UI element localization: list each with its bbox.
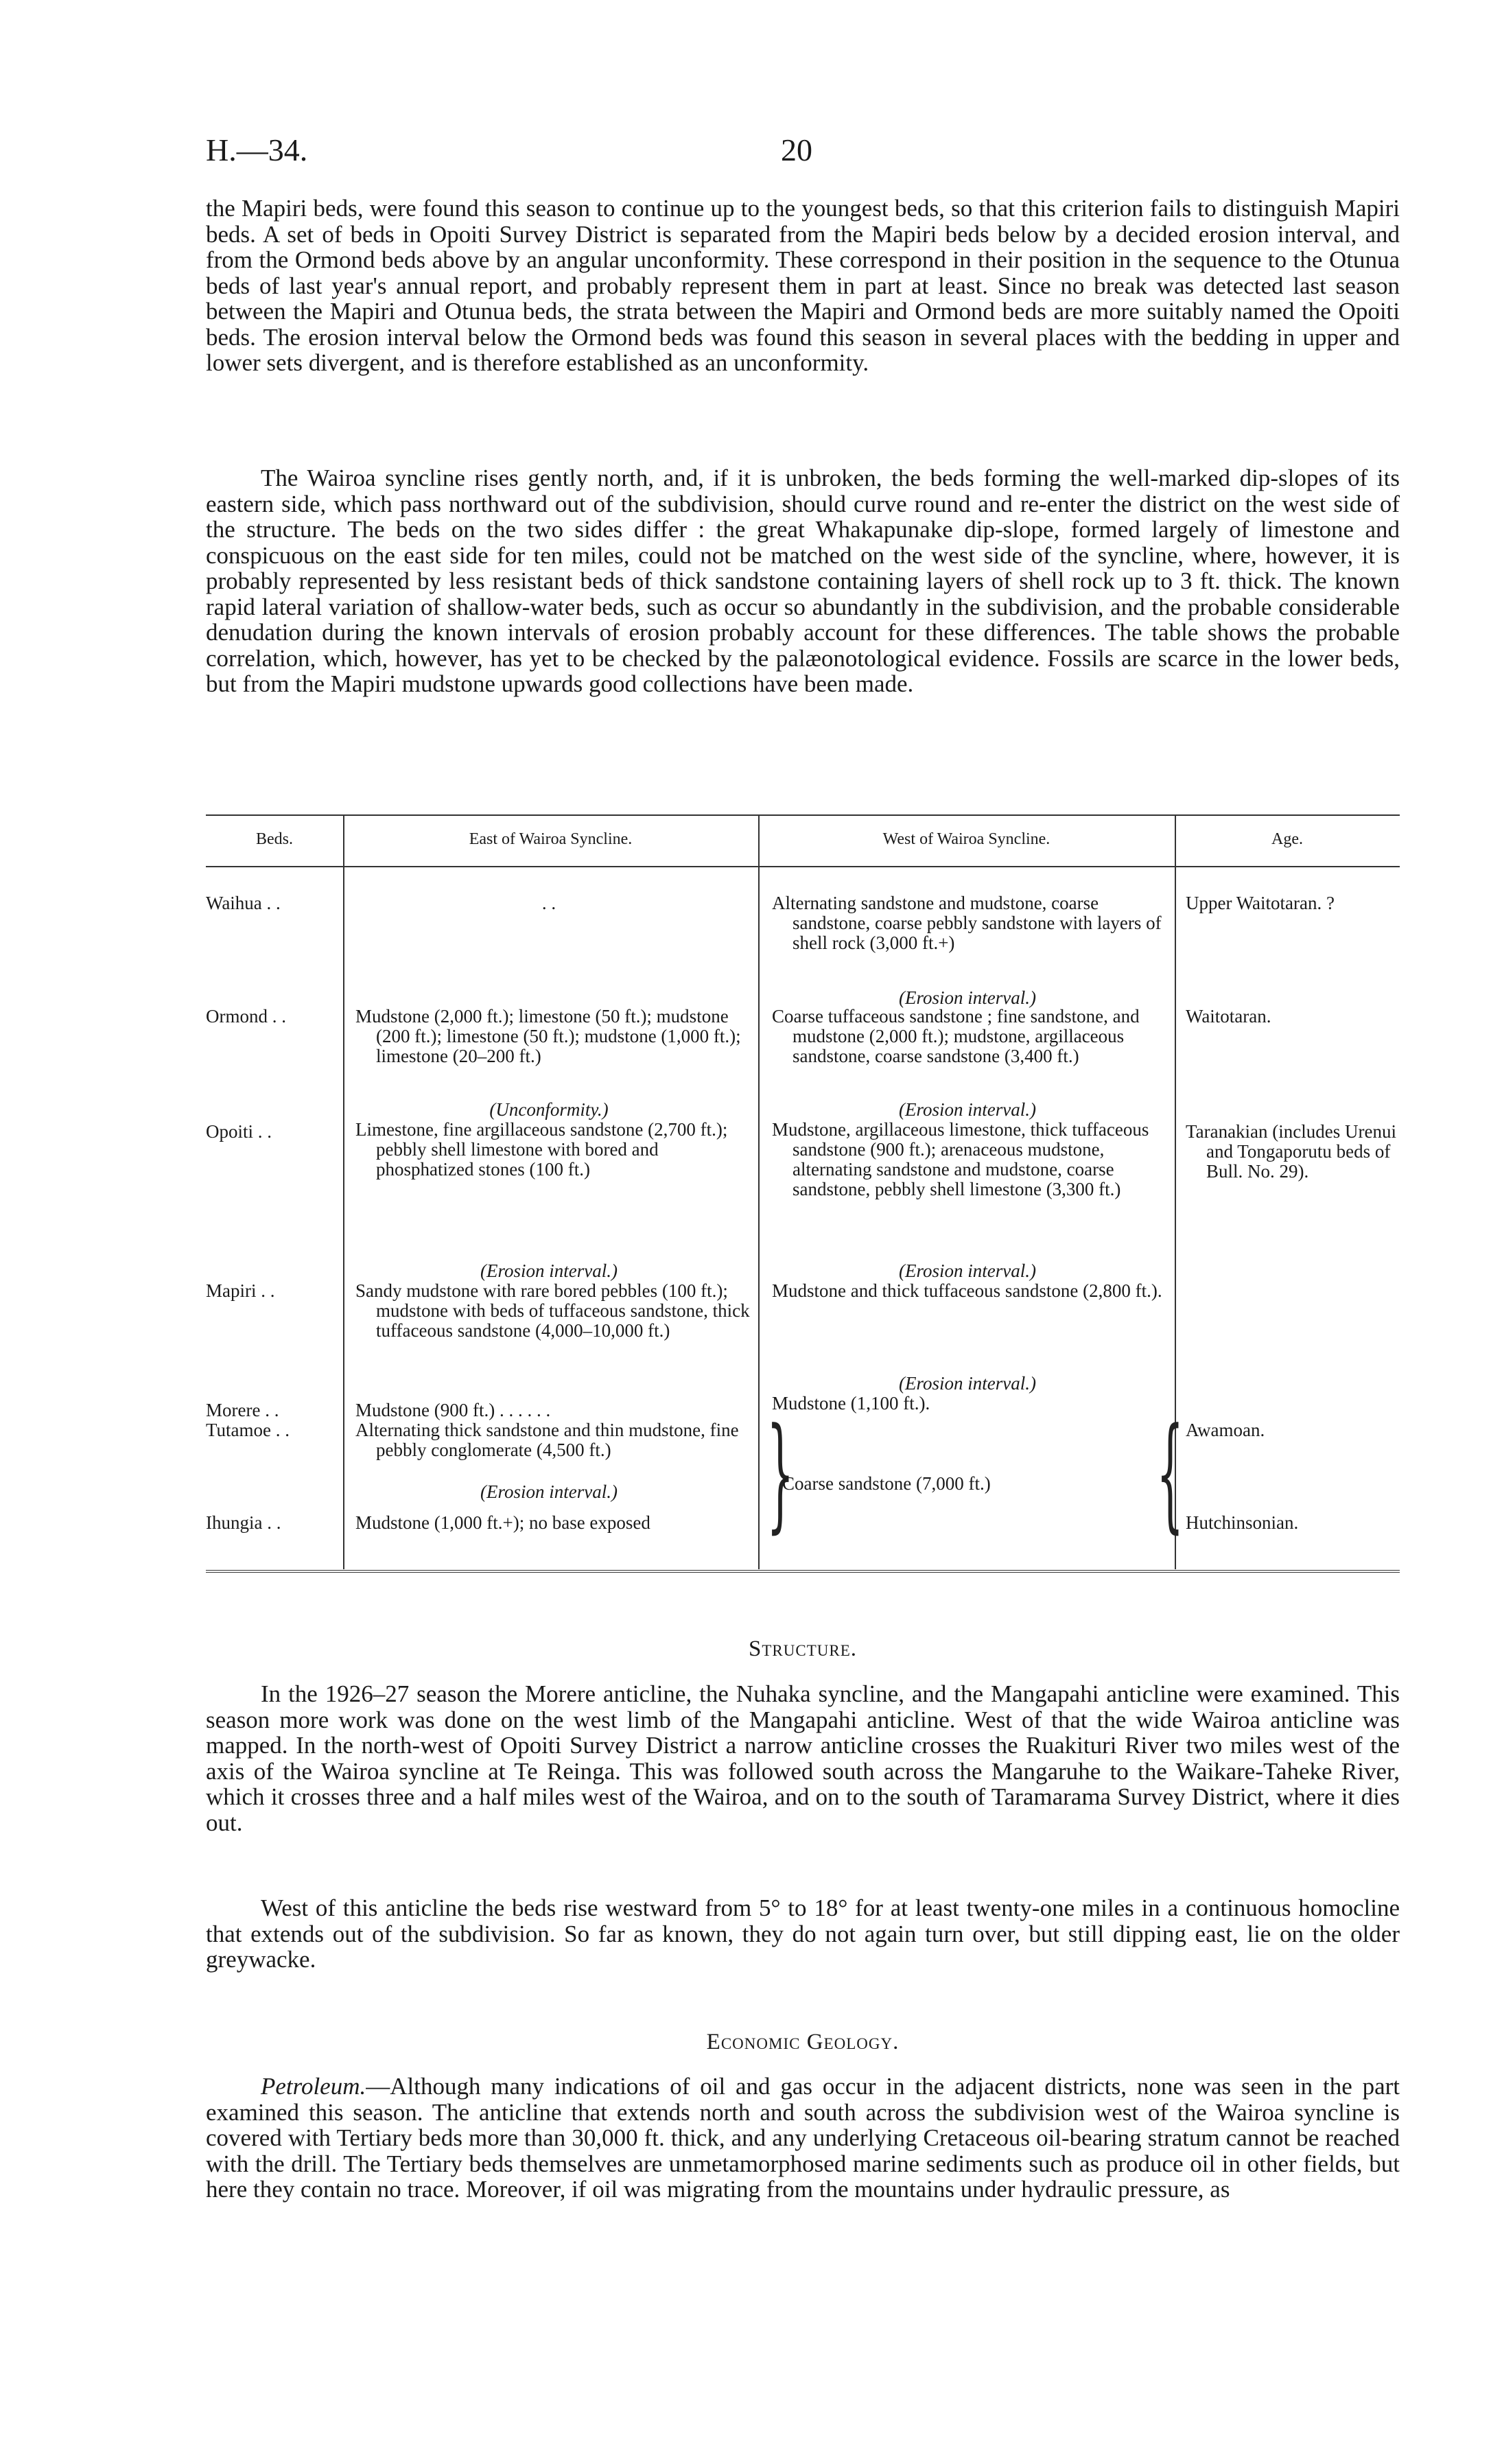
east-erosion-1-text: (Erosion interval.) xyxy=(480,1260,618,1281)
economic-heading: Economic Geology. xyxy=(706,2030,900,2054)
west-erosion-3 xyxy=(765,1261,1170,1281)
west-opoiti-text: Mudstone, argillaceous limestone, thick tuffaceous sandstone (900 ft.); arenaceous mudstone, alternating sandstone and mudstone, coarse sandstone, pebbly shell limestone (3,300 ft.) xyxy=(772,1119,1149,1199)
west-ormond xyxy=(772,1007,1166,1066)
east-unconformity-text: (Unconformity.) xyxy=(489,1099,609,1120)
header-rule xyxy=(206,866,1400,867)
east-ormond-text: Mudstone (2,000 ft.); limestone (50 ft.); mudstone (200 ft.); limestone (50 ft.); mudstone (1,000 ft.); limestone (20–200 ft.) xyxy=(355,1006,741,1066)
west-mapiri xyxy=(772,1281,1166,1301)
east-tutamoe-text: Alternating thick sandstone and thin mudstone, fine pebbly conglomerate (4,500 ft.) xyxy=(355,1420,739,1460)
east-ihungia-text: Mudstone (1,000 ft.+); no base exposed xyxy=(355,1512,650,1533)
west-right-brace-icon: { xyxy=(1156,1402,1184,1545)
structure-paragraph-1: In the 1926–27 season the Morere anticline, the Nuhaka syncline, and the Mangapahi anticline were examined. This season more work was done on the west limb of the Mangapahi anticline. West of that the wide Wairoa anticline was mapped. In the north-west of Opoiti Survey District a narrow anticline crosses the Ruakituri River two miles west of the axis of the Wairoa syncline at Te Reinga. This was followed south across the Mangaruhe to the Waikare-Taheke River, which it crosses three and a half miles west of the Wairoa, and on to the south of Taramarama Survey District, where it dies out. xyxy=(206,1680,1400,1836)
petroleum-paragraph xyxy=(206,2074,1400,2203)
page-number: 20 xyxy=(781,132,812,167)
bed-opoiti: Opoiti . . xyxy=(206,1121,272,1142)
header-east: East of Wairoa Syncline. xyxy=(469,830,633,848)
bed-waihua: Waihua . . xyxy=(206,893,281,913)
west-erosion-4 xyxy=(765,1374,1170,1394)
west-erosion-3-text: (Erosion interval.) xyxy=(899,1260,1036,1281)
west-erosion-1-text: (Erosion interval.) xyxy=(899,987,1036,1008)
age-tutamoe: Awamoan. xyxy=(1186,1420,1265,1440)
west-mapiri-text: Mudstone and thick tuffaceous sandstone (2,800 ft.). xyxy=(772,1280,1162,1301)
west-erosion-2-text: (Erosion interval.) xyxy=(899,1099,1036,1120)
report-code: H.—34. xyxy=(206,132,308,167)
east-ormond xyxy=(355,1007,748,1066)
east-mapiri-text: Sandy mudstone with rare bored pebbles (100 ft.); mudstone with beds of tuffaceous sandstone, thick tuffaceous sandstone (4,000–10,000 ft.) xyxy=(355,1280,750,1341)
age-opoiti-text: Taranakian (includes Urenui and Tongaporutu beds of Bull. No. 29). xyxy=(1186,1121,1396,1182)
header-beds: Beds. xyxy=(256,830,293,848)
header-age: Age. xyxy=(1271,830,1303,848)
east-erosion-1 xyxy=(350,1261,748,1281)
west-morere: Mudstone (1,100 ft.). xyxy=(772,1393,930,1413)
intro-paragraph-1: the Mapiri beds, were found this season to continue up to the youngest beds, so that this criterion fails to distinguish Mapiri beds. A set of beds in Opoiti Survey District is separated from the Mapiri beds below by a decided erosion interval, and from the Ormond beds above by an angular unconformity. These correspond in their position in the sequence to the Otunua beds of last year's annual report, and probably represent them in part at least. Since no break was detected last season between the Mapiri and Otunua beds, the strata between the Mapiri and Ormond beds are more suitably named the Opoiti beds. The erosion interval below the Ormond beds was found this season in several places with the bedding in upper and lower sets divergent, and is therefore established as an unconformity. xyxy=(206,195,1400,376)
east-mapiri xyxy=(355,1281,752,1341)
west-tutamoe-ihungia: Coarse sandstone (7,000 ft.) xyxy=(782,1473,991,1494)
bed-tutamoe: Tutamoe . . xyxy=(206,1420,290,1440)
table-col-divider-1 xyxy=(343,814,344,1569)
structure-paragraph-2: West of this anticline the beds rise westward from 5° to 18° for at least twenty-one miles in a continuous homocline that extends out of the subdivision. So far as known, they do not again turn over, but still dipping east, lie on the older greywacke. xyxy=(206,1894,1400,1973)
west-opoiti xyxy=(772,1120,1166,1199)
west-erosion-2 xyxy=(765,1100,1170,1120)
petroleum-lead: Petroleum. xyxy=(261,2073,366,2100)
east-ihungia xyxy=(355,1513,748,1533)
table-top-rule xyxy=(206,814,1400,816)
east-waihua: . . xyxy=(541,893,556,913)
east-unconformity xyxy=(350,1100,748,1120)
age-ihungia: Hutchinsonian. xyxy=(1186,1512,1299,1533)
west-waihua xyxy=(772,893,1166,953)
west-erosion-4-text: (Erosion interval.) xyxy=(899,1373,1036,1394)
header-west: West of Wairoa Syncline. xyxy=(882,830,1050,848)
bed-morere: Morere . . xyxy=(206,1400,279,1420)
bed-mapiri: Mapiri . . xyxy=(206,1280,275,1301)
east-erosion-2-text: (Erosion interval.) xyxy=(480,1481,618,1502)
age-ormond: Waitotaran. xyxy=(1186,1006,1271,1026)
intro-paragraph-2: The Wairoa syncline rises gently north, and, if it is unbroken, the beds forming the well-marked dip-slopes of its eastern side, which pass northward out of the subdivision, should curve round and re-enter the district on the west side of the structure. The beds on the two sides differ : the great Whakapunake dip-slope, formed largely of limestone and conspicuous on the east side for ten miles, could not be matched on the west side of the syncline, where, however, it is probably represented by less resistant beds of thick sandstone containing layers of shell rock up to 3 ft. thick. The known rapid lateral variation of shallow-water beds, such as occur so abundantly in the subdivision, and the probable considerable denudation during the known intervals of erosion probably account for these differences. The table shows the probable correlation, which, however, has yet to be checked by the palæonotological evidence. Fossils are scarce in the lower beds, but from the Mapiri mudstone upwards good collections have been made. xyxy=(206,465,1400,697)
east-morere: Mudstone (900 ft.) . . . . . . xyxy=(355,1400,551,1420)
petroleum-text: —Although many indications of oil and gas occur in the adjacent districts, none was seen in the part examined this season. The anticline that extends north and south across the subdivision west of the Wairoa syncline is covered with Tertiary beds more than 30,000 ft. thick, and any underlying Cretaceous oil-bearing stratum cannot be reached with the drill. The Tertiary beds themselves are unmetamorphosed marine sediments such as produce oil in other fields, but here they contain no trace. Moreover, if oil was migrating from the mountains under hydraulic pressure, as xyxy=(206,2073,1400,2203)
structure-heading: Structure. xyxy=(749,1636,857,1661)
west-waihua-text: Alternating sandstone and mudstone, coarse sandstone, coarse pebbly sandstone with layers of shell rock (3,000 ft.+) xyxy=(772,893,1162,953)
east-erosion-2 xyxy=(350,1482,748,1502)
table-bottom-rule xyxy=(206,1570,1400,1573)
bed-ihungia: Ihungia . . xyxy=(206,1512,281,1533)
west-left-brace-icon: } xyxy=(766,1402,795,1545)
east-opoiti xyxy=(355,1120,748,1180)
east-tutamoe xyxy=(355,1420,748,1460)
age-waihua: Upper Waitotaran. ? xyxy=(1186,893,1335,913)
table-col-divider-2 xyxy=(758,814,760,1569)
west-ormond-text: Coarse tuffaceous sandstone ; fine sandstone, and mudstone (2,000 ft.); mudstone, argillaceous sandstone, coarse sandstone (3,400 ft.) xyxy=(772,1006,1140,1066)
bed-ormond: Ormond . . xyxy=(206,1006,286,1026)
age-opoiti xyxy=(1186,1122,1398,1182)
west-erosion-1 xyxy=(765,988,1170,1008)
east-opoiti-text: Limestone, fine argillaceous sandstone (2,700 ft.); pebbly shell limestone with bored and phosphatized stones (100 ft.) xyxy=(355,1119,728,1180)
